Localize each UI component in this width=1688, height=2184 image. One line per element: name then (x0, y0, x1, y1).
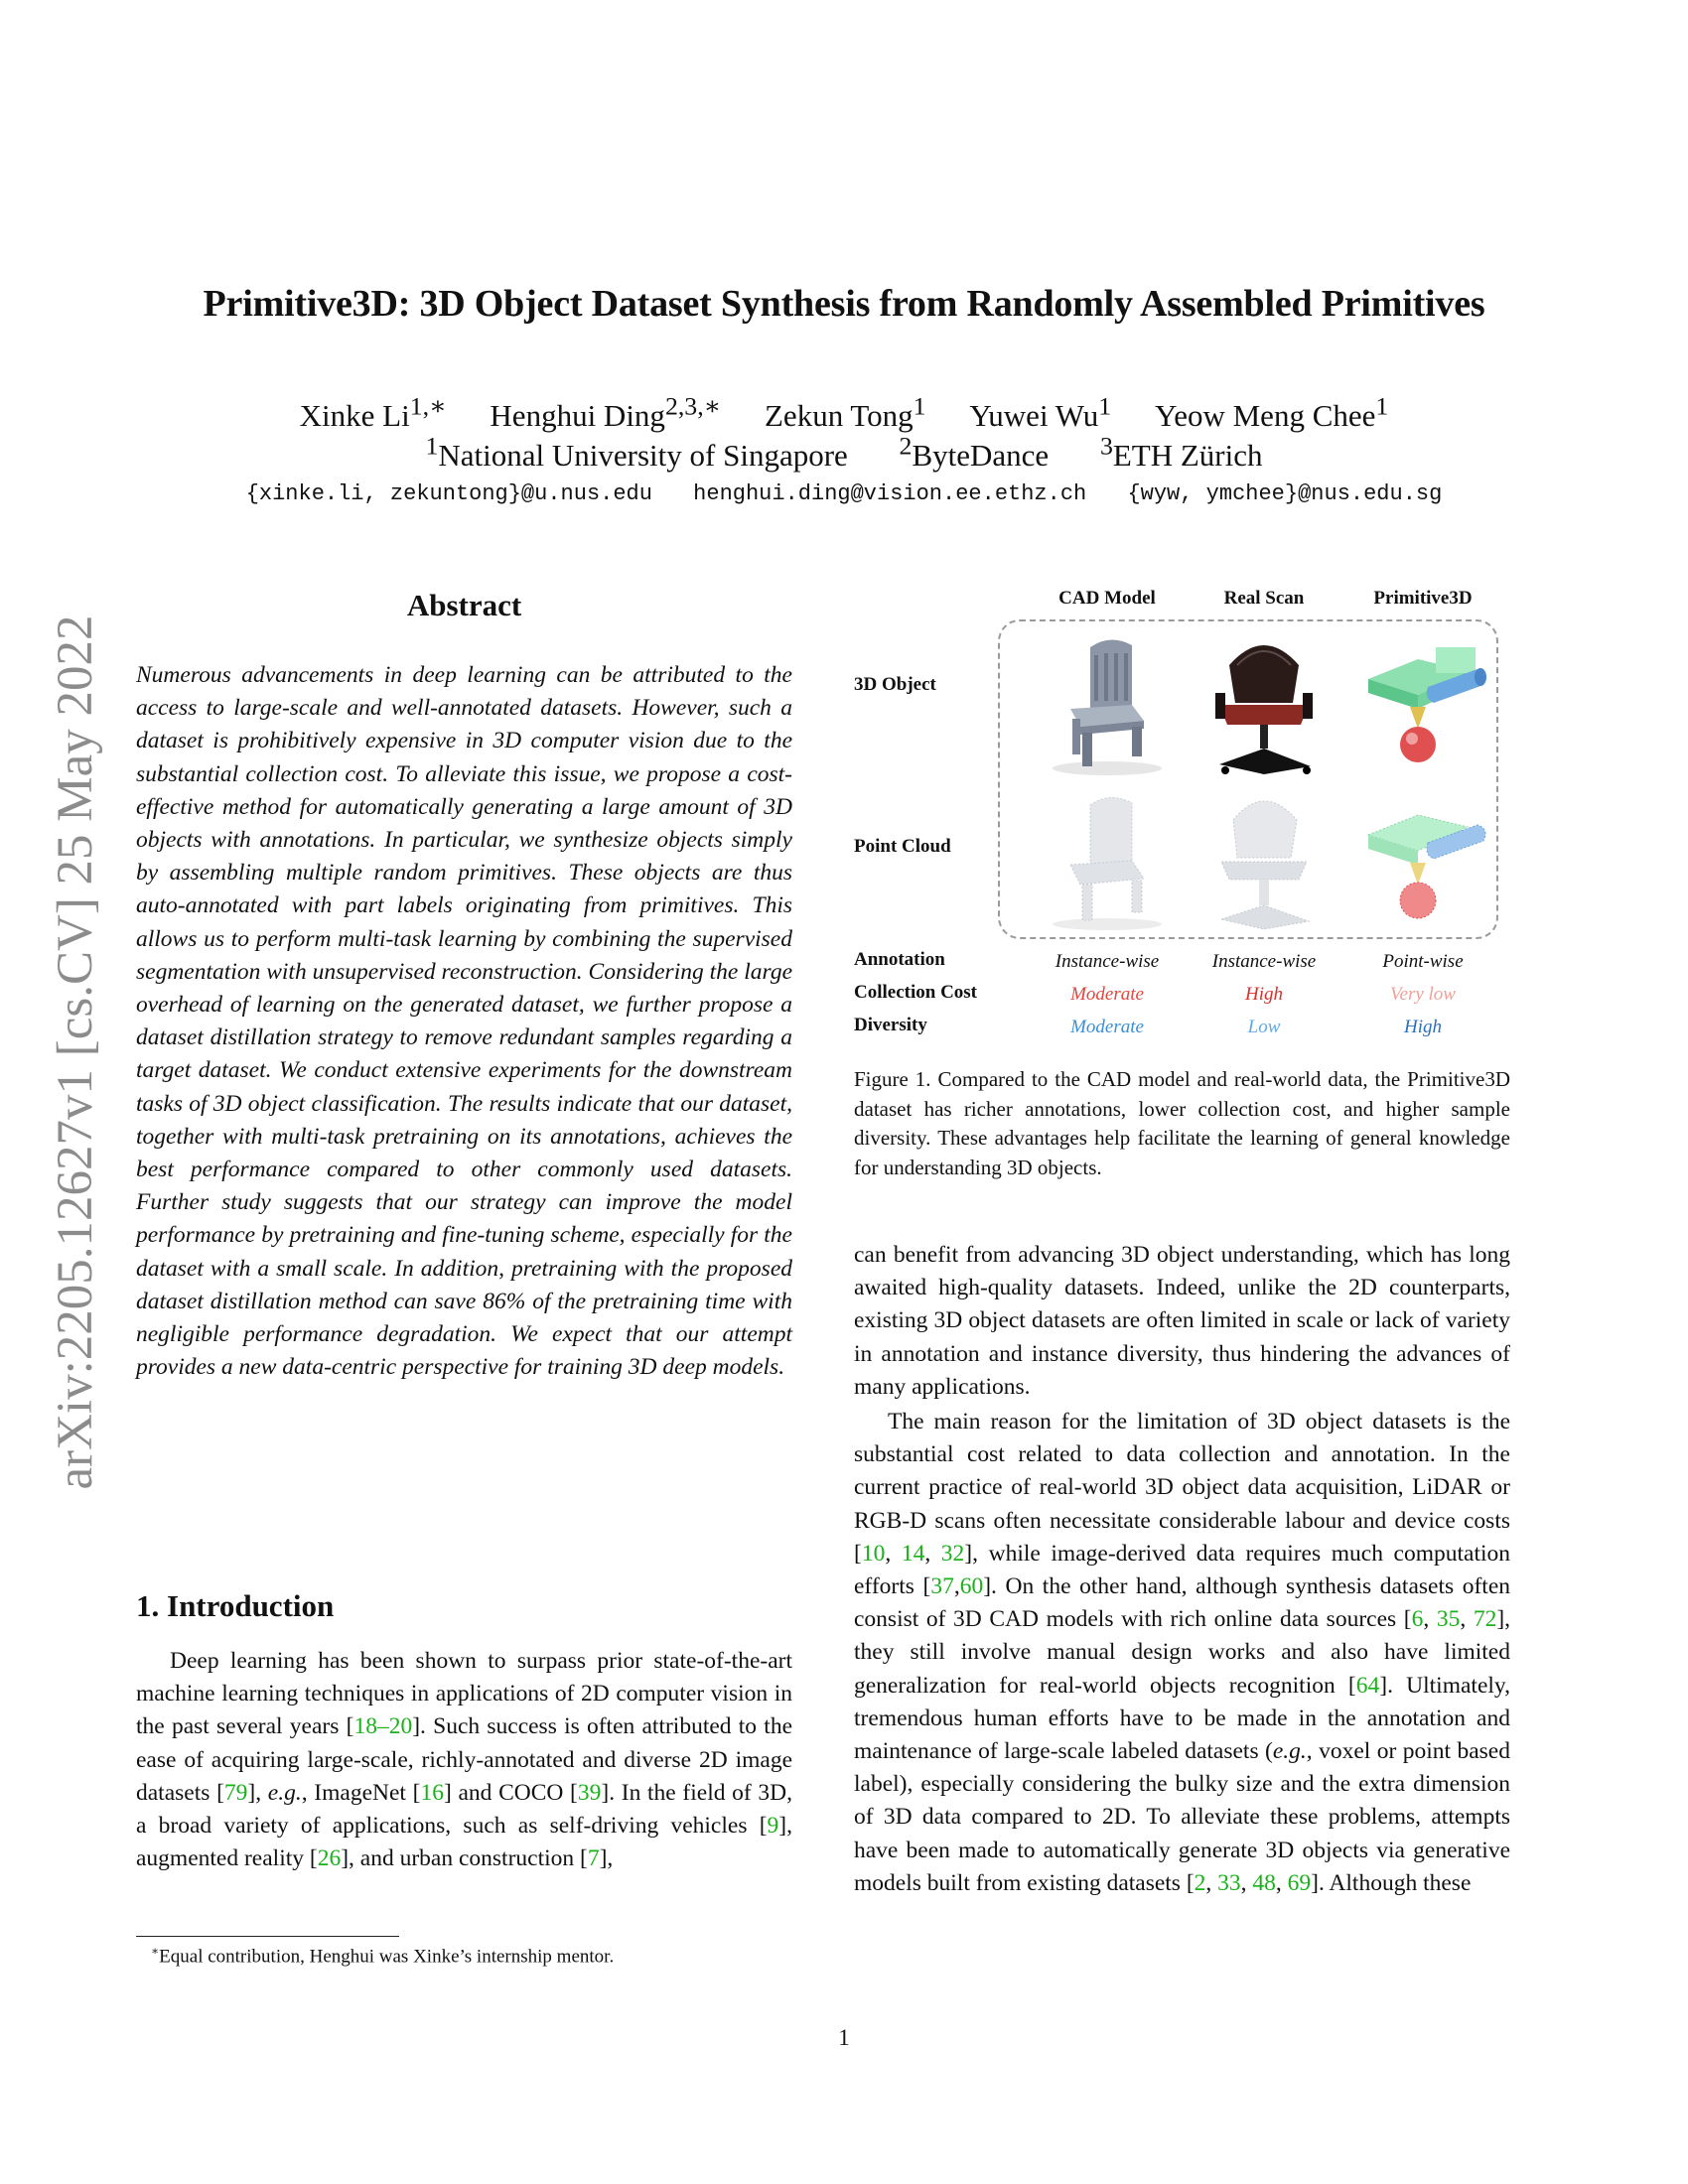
primitive3d-object-render (1348, 629, 1497, 778)
intro-paragraph: Deep learning has been shown to surpass prior state-of-the-art machine learning techniques in applications of 2D computer vision in the past several years [18–20]. Such success is often attributed to the ease of acquiring large-scale, richly-annotated and diverse 2D image datasets [79], e.g., ImageNet [16] and COCO [39]. In the field of 3D, a broad variety of applications, such as self-driving vehicles [9], augmented reality [26], and urban construction [7], (136, 1648, 793, 1872)
figure-attribute-value: Instance-wise (1055, 951, 1160, 972)
citation-link[interactable]: 72 (1473, 1606, 1497, 1633)
figure-attribute-label: Diversity (854, 1015, 927, 1035)
figure-attribute-value: High (1245, 984, 1283, 1005)
email-list (0, 481, 1688, 506)
figure-row-header: Point Cloud (854, 836, 951, 857)
body-paragraph: can benefit from advancing 3D object understanding, which has long awaited high-quality datasets. Indeed, unlike the 2D counterparts, existing 3D object datasets are often limited in scale or lack of variety in annotation and instance diversity, thus hindering the advances of many applications. (854, 1242, 1510, 1400)
citation-link[interactable]: 18–20 (353, 1713, 413, 1740)
figure-attribute-value: Low (1247, 1017, 1281, 1037)
arxiv-stamp-svg (30, 556, 119, 1549)
affiliation: $^1$National University of Singapore (425, 432, 848, 474)
author: Yeow Meng Chee$^1$ (1154, 392, 1389, 434)
figure-attribute-label: Annotation (854, 949, 945, 970)
footnote-rule (136, 1936, 399, 1937)
author: Henghui Ding$^{2,3,∗}$ (490, 392, 722, 434)
author: Xinke $Li^{1,∗}$ (299, 392, 447, 434)
author: Yuwei Wu$^1$ (969, 392, 1112, 434)
figure-attribute-value: Very low (1390, 984, 1456, 1005)
section-heading-introduction: 1. Introduction (136, 1588, 335, 1623)
citation-link[interactable]: 26 (317, 1845, 342, 1872)
abstract-heading: Abstract (406, 588, 522, 622)
citation-link[interactable]: 60 (959, 1573, 984, 1600)
citation-link[interactable]: 14 (901, 1540, 925, 1567)
author-list (0, 392, 1688, 434)
author: Zekun Tong$^1$ (765, 392, 926, 434)
paper-title: Primitive3D: 3D Object Dataset Synthesis from Randomly Assembled Primitives (203, 283, 1485, 325)
affiliation: $^3$ETH Zürich (1099, 432, 1263, 474)
figure-attribute-value: High (1404, 1017, 1442, 1037)
citation-link[interactable]: 32 (940, 1540, 965, 1567)
figure-caption: Figure 1. Compared to the CAD model and real-world data, the Primitive3D dataset has richer annotations, lower collection cost, and higher sample diversity. These advantages help facilitate the learning of general knowledge for understanding 3D objects. (854, 1067, 1510, 1179)
citation-link[interactable]: 6 (1411, 1606, 1424, 1633)
figure-attribute-label: Collection Cost (854, 982, 978, 1003)
page-number: 1 (838, 2025, 850, 2050)
real-scan-point-cloud (1190, 780, 1338, 939)
citation-link[interactable]: 33 (1217, 1869, 1241, 1896)
citation-link[interactable]: 35 (1436, 1606, 1461, 1633)
email: henghui.ding@vision.ee.ethz.ch (693, 481, 1087, 506)
affiliation: $^2$ByteDance (899, 432, 1050, 474)
figure-column-header: Primitive3D (1373, 588, 1473, 609)
footnote: ∗Equal contribution, Henghui was Xinke’s internship mentor. (151, 1944, 615, 1968)
figure-attribute-value: Moderate (1070, 1017, 1144, 1037)
email: {wyw, ymchee}@nus.edu.sg (1127, 481, 1443, 506)
citation-link[interactable]: 79 (223, 1779, 248, 1806)
citation-link[interactable]: 37 (930, 1573, 954, 1600)
figure-1 (854, 582, 1499, 1048)
body-paragraph: The main reason for the limitation of 3D object datasets is the substantial cost related to data collection and annotation. In the current practice of real-world 3D object data acquisition, LiDAR or RGB-D scans often necessitate considerable labour and device costs [10, 14, 32], while image-derived data requires much computation efforts [37,60]. On the other hand, although synthesis datasets often consist of 3D CAD models with rich online data sources [6, 35, 72], they still involve manual design works and also have limited generalization for real-world objects recognition [64]. Ultimately, tremendous human efforts have to be made in the annotation and maintenance of large-scale labeled datasets (e.g., voxel or point based label), especially considering the bulky size and the extra dimension of 3D data compared to 2D. To alleviate these problems, attempts have been made to automatically generate 3D objects via generative models built from existing datasets [2, 33, 48, 69]. Although these (854, 1409, 1511, 1896)
primitive3d-point-cloud (1348, 785, 1497, 934)
cad-chair-render (1033, 629, 1182, 778)
figure-row-header: 3D Object (854, 674, 936, 695)
figure-column-header: CAD Model (1058, 588, 1156, 609)
citation-link[interactable]: 39 (577, 1779, 602, 1806)
citation-link[interactable]: 7 (587, 1845, 600, 1872)
figure-column-header: Real Scan (1223, 588, 1305, 609)
email: {xinke.li, zekuntong}@u.nus.edu (245, 481, 652, 506)
cad-point-cloud (1033, 785, 1182, 934)
arxiv-stamp (30, 556, 119, 1549)
affiliation-list (0, 432, 1688, 474)
arxiv-id: arXiv:2205.12627v1 [cs.CV] 25 May 2022 (48, 614, 103, 1490)
citation-link[interactable]: 64 (1355, 1672, 1380, 1699)
citation-link[interactable]: 48 (1252, 1869, 1276, 1896)
figure-attribute-value: Instance-wise (1211, 951, 1317, 972)
figure-attribute-value: Point-wise (1382, 951, 1464, 972)
citation-link[interactable]: 2 (1194, 1869, 1206, 1896)
figure-attribute-value: Moderate (1070, 984, 1144, 1005)
citation-link[interactable]: 16 (420, 1779, 444, 1806)
citation-link[interactable]: 69 (1287, 1869, 1312, 1896)
real-scan-chair-render (1190, 625, 1338, 784)
abstract-text: Numerous advancements in deep learning can be attributed to the access to large-scale and well-annotated datasets. However, such a dataset is prohibitively expensive in 3D computer vision due to the substantial collection cost. To alleviate this issue, we propose a cost-effective method for automatically generating a large amount of 3D objects with annotations. In particular, we synthesize objects simply by assembling multiple random primitives. These objects are thus auto-annotated with part labels originating from primitives. This allows us to perform multi-task learning by combining the supervised segmentation with unsupervised reconstruction. Considering the large overhead of learning on the generated dataset, we further propose a dataset distillation strategy to remove redundant samples regarding a target dataset. We conduct extensive experiments for the downstream tasks of 3D object classification. The results indicate that our dataset, together with multi-task pretraining on its annotations, achieves the best performance compared to other commonly used datasets. Further study suggests that our strategy can improve the model performance by pretraining and fine-tuning scheme, especially for the dataset with a small scale. In addition, pretraining with the proposed dataset distillation method can save 86% of the pretraining time with negligible performance degradation. We expect that our attempt provides a new data-centric perspective for training 3D deep models. (136, 662, 792, 1381)
citation-link[interactable]: 9 (767, 1813, 779, 1840)
citation-link[interactable]: 10 (861, 1540, 886, 1567)
